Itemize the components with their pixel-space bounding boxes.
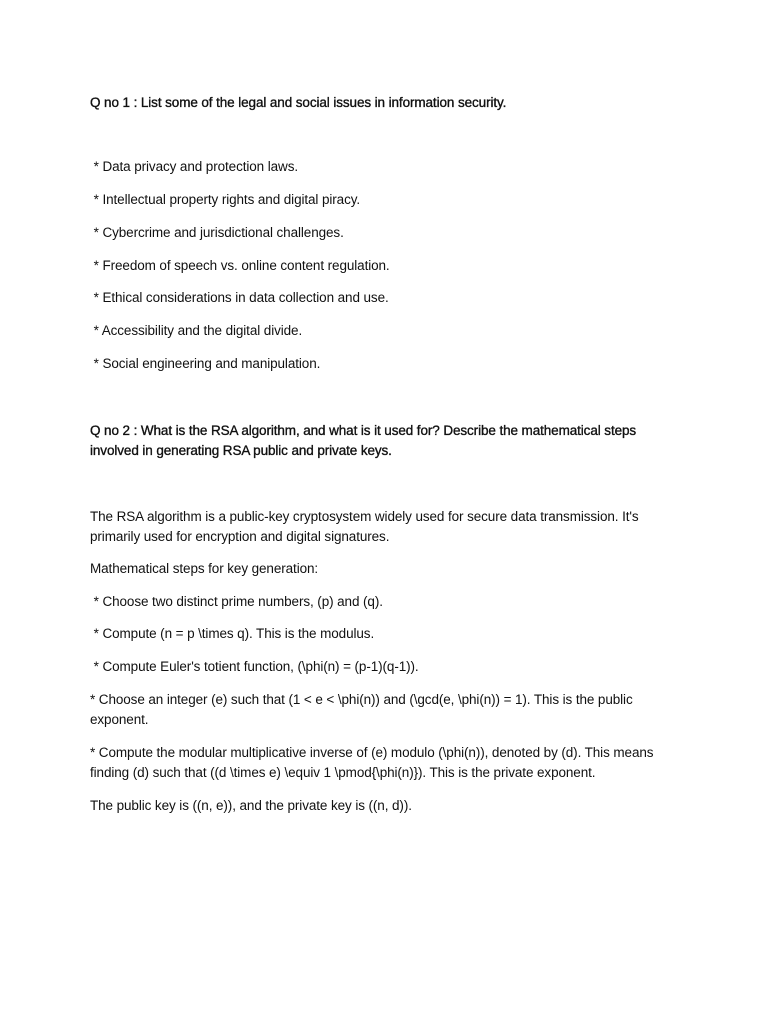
- q2-intro-paragraph: The RSA algorithm is a public-key cryptosystem widely used for secure data transmission. It's primarily used for encryption and digital signatures.: [90, 509, 639, 544]
- question-1-title: Q no 1 : List some of the legal and social issues in information security.: [90, 95, 507, 110]
- q1-item-4: * Freedom of speech vs. online content regulation.: [90, 258, 390, 273]
- q1-item-1: * Data privacy and protection laws.: [90, 159, 299, 174]
- q2-step-3: * Compute Euler's totient function, (\phi(n) = (p-1)(q-1)).: [90, 659, 419, 674]
- q2-conclusion: The public key is ((n, e)), and the private key is ((n, d)).: [90, 798, 412, 813]
- q2-step-5: * Compute the modular multiplicative inverse of (e) modulo (\phi(n)), denoted by (d). This means finding (d) such that ((d \times e) \equiv 1 \pmod{\phi(n)}). This is the private exponent.: [90, 745, 654, 780]
- q1-item-7: * Social engineering and manipulation.: [90, 356, 321, 371]
- q2-step-4: * Choose an integer (e) such that (1 < e < \phi(n)) and (\gcd(e, \phi(n)) = 1). This is the public exponent.: [90, 692, 633, 727]
- q2-steps-heading: Mathematical steps for key generation:: [90, 561, 319, 576]
- q1-item-5: * Ethical considerations in data collection and use.: [90, 290, 389, 305]
- q2-step-2: * Compute (n = p \times q). This is the modulus.: [90, 626, 375, 641]
- q2-step-1: * Choose two distinct prime numbers, (p) and (q).: [90, 594, 383, 609]
- question-2-title: Q no 2 : What is the RSA algorithm, and what is it used for? Describe the mathematical steps involved in generating RSA public and private keys.: [90, 423, 637, 458]
- q1-item-6: * Accessibility and the digital divide.: [90, 323, 303, 338]
- q1-item-2: * Intellectual property rights and digital piracy.: [90, 192, 361, 207]
- q1-item-3: * Cybercrime and jurisdictional challenges.: [90, 225, 344, 240]
